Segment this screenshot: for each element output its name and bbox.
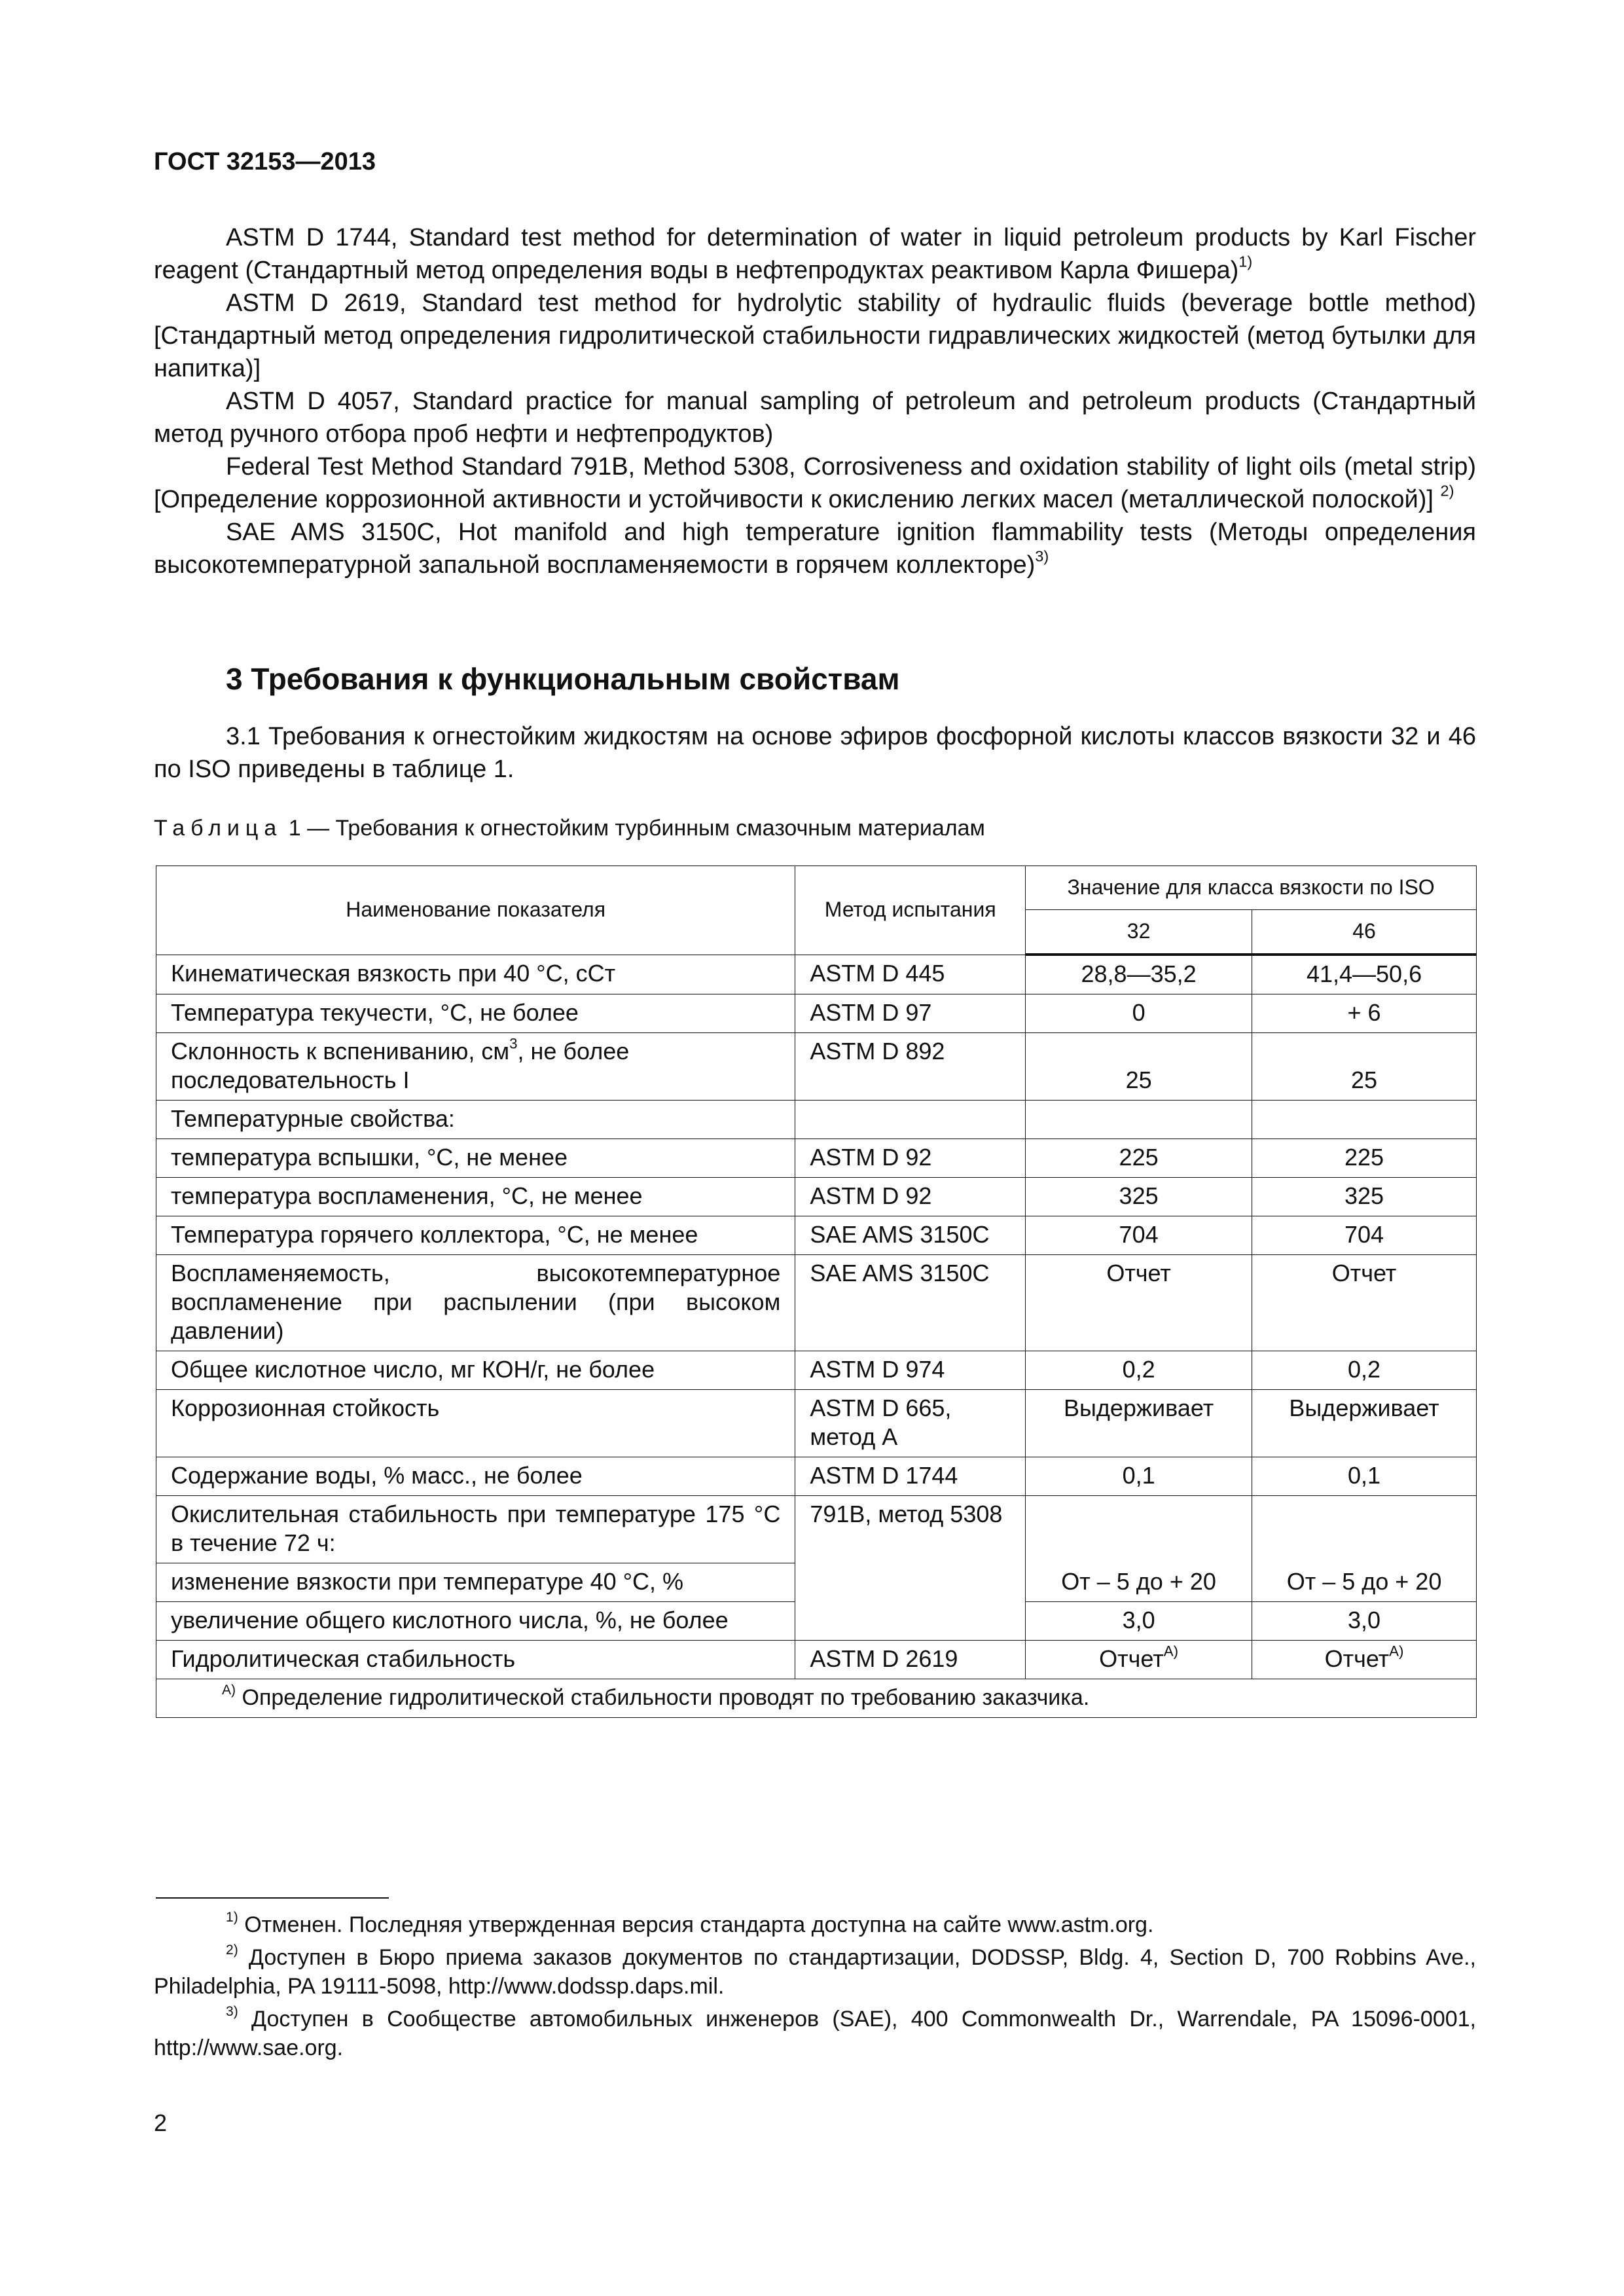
table-row bbox=[156, 1496, 1477, 1563]
header-name: Наименование показателя bbox=[156, 866, 795, 955]
cell-value-46: Отчет bbox=[1252, 1255, 1477, 1351]
cell-method: ASTM D 92 bbox=[795, 1178, 1026, 1216]
table-row bbox=[156, 1101, 1477, 1139]
footnote-item: $^{1)}$ Отменен. Последняя утвержденная версия стандарта доступна на сайте www.astm.org. bbox=[226, 1910, 1154, 1937]
reference-item: ASTM D 1744, Standard test method for determination of water in liquid petroleum products by Karl Fischer reagent (Стандартный метод определения воды в нефтепродуктах реактивом Карла Фишера)$^{1)}$ bbox=[154, 224, 1476, 284]
cell-value-46: 704 bbox=[1252, 1216, 1477, 1255]
cell-name: Температура горячего коллектора, °С, не менее bbox=[156, 1216, 795, 1255]
normative-references bbox=[154, 221, 1476, 581]
cell-value-32: 25 bbox=[1026, 1033, 1252, 1101]
reference-item: ASTM D 4057, Standard practice for manual sampling of petroleum and petroleum products (Стандартный метод ручного отбора проб нефти и нефтепродуктов) bbox=[154, 388, 1476, 448]
cell-value-46: + 6 bbox=[1252, 994, 1477, 1033]
cell-value-32: 325 bbox=[1026, 1178, 1252, 1216]
table-caption bbox=[154, 816, 985, 841]
cell-method: 791В, метод 5308 bbox=[795, 1496, 1026, 1641]
cell-value-32: От – 5 до + 20 bbox=[1026, 1563, 1252, 1602]
cell-value-46: 0,2 bbox=[1252, 1351, 1477, 1390]
table-row bbox=[156, 955, 1477, 994]
cell-value-32: 0 bbox=[1026, 994, 1252, 1033]
cell-value-46 bbox=[1252, 1101, 1477, 1139]
cell-value-32: 28,8—35,2 bbox=[1026, 955, 1252, 994]
table-row bbox=[156, 1139, 1477, 1178]
table-note-row bbox=[156, 1679, 1477, 1718]
cell-value-46: 25 bbox=[1252, 1033, 1477, 1101]
cell-value-46 bbox=[1252, 1496, 1477, 1563]
cell-value-46: От – 5 до + 20 bbox=[1252, 1563, 1477, 1602]
cell-value-32: 225 bbox=[1026, 1139, 1252, 1178]
table-row bbox=[156, 1216, 1477, 1255]
cell-name: Температурные свойства: bbox=[156, 1101, 795, 1139]
table-row bbox=[156, 1390, 1477, 1457]
cell-name: Температура текучести, °С, не более bbox=[156, 994, 795, 1033]
cell-method: ASTM D 445 bbox=[795, 955, 1026, 994]
cell-name: Воспламеняемость, высокотемпературное воспламенение при распылении (при высоком давлении) bbox=[156, 1255, 795, 1351]
cell-value-46: 41,4—50,6 bbox=[1252, 955, 1477, 994]
footnote-item: $^{2)}$ Доступен в Бюро приема заказов документов по стандартизации, DODSSP, Bldg. 4, Section D, 700 Robbins Ave., Philadelphia, PA 19111-5098, http://www.dodssp.daps.mil. bbox=[154, 1942, 1476, 1999]
cell-value-46: Отчет$^{А)}$ bbox=[1252, 1641, 1477, 1679]
cell-name: Содержание воды, % масс., не более bbox=[156, 1457, 795, 1496]
footnote-item: $^{3)}$ Доступен в Сообществе автомобильных инженеров (SAE), 400 Commonwealth Dr., Warrendale, PA 15096-0001, http://www.sae.org. bbox=[154, 2004, 1476, 2060]
table-note: $^{А)}$ Определение гидролитической стабильности проводят по требованию заказчика. bbox=[156, 1679, 1477, 1718]
cell-value-46: Выдерживает bbox=[1252, 1390, 1477, 1457]
cell-name: изменение вязкости при температуре 40 °С, % bbox=[156, 1563, 795, 1602]
cell-value-32 bbox=[1026, 1496, 1252, 1563]
cell-method: ASTM D 97 bbox=[795, 994, 1026, 1033]
table-row bbox=[156, 1178, 1477, 1216]
cell-method: SAE AMS 3150C bbox=[795, 1216, 1026, 1255]
cell-method: ASTM D 665, метод А bbox=[795, 1390, 1026, 1457]
reference-item: Federal Test Method Standard 791B, Method 5308, Corrosiveness and oxidation stability of light oils (metal strip) [Определение коррозионной активности и устойчивости к окислению легких масел (металлической полоской)] $^{2)}$ bbox=[154, 453, 1476, 513]
cell-name: Склонность к вспениванию, $см^3$, не более последовательность I bbox=[156, 1033, 795, 1101]
section-title: 3 Требования к функциональным свойствам bbox=[226, 662, 900, 696]
requirements-table bbox=[156, 866, 1477, 1718]
cell-method: ASTM D 2619 bbox=[795, 1641, 1026, 1679]
cell-value-46: 3,0 bbox=[1252, 1602, 1477, 1641]
header-class-32: 32 bbox=[1026, 910, 1252, 955]
cell-method: ASTM D 892 bbox=[795, 1033, 1026, 1101]
reference-item: ASTM D 2619, Standard test method for hydrolytic stability of hydraulic fluids (beverage bottle method) [Стандартный метод определения гидролитической стабильности гидравлических жидкостей (метод бутылки для напитка)] bbox=[154, 289, 1476, 382]
table-row bbox=[156, 1457, 1477, 1496]
cell-value-46: 0,1 bbox=[1252, 1457, 1477, 1496]
footnote-divider bbox=[156, 1897, 389, 1899]
cell-name: температура вспышки, °С, не менее bbox=[156, 1139, 795, 1178]
cell-value-32: 3,0 bbox=[1026, 1602, 1252, 1641]
footnotes bbox=[154, 1910, 1476, 2066]
cell-name: Кинематическая вязкость при 40 °С, сСт bbox=[156, 955, 795, 994]
reference-item: SAE AMS 3150C, Hot manifold and high temperature ignition flammability tests (Методы определения высокотемпературной запальной воспламеняемости в горячем коллекторе)$^{3)}$ bbox=[154, 519, 1476, 579]
header-class-46: 46 bbox=[1252, 910, 1477, 955]
cell-value-32: 0,2 bbox=[1026, 1351, 1252, 1390]
cell-method: ASTM D 1744 bbox=[795, 1457, 1026, 1496]
cell-method bbox=[795, 1101, 1026, 1139]
cell-method: SAE AMS 3150C bbox=[795, 1255, 1026, 1351]
cell-method: ASTM D 92 bbox=[795, 1139, 1026, 1178]
header-method: Метод испытания bbox=[795, 866, 1026, 955]
header-value-group: Значение для класса вязкости по ISO bbox=[1026, 866, 1477, 910]
cell-value-46: 225 bbox=[1252, 1139, 1477, 1178]
cell-value-32: Отчет bbox=[1026, 1255, 1252, 1351]
table-caption-text: 1 — Требования к огнестойким турбинным смазочным материалам bbox=[282, 816, 985, 841]
table-header-row bbox=[156, 866, 1477, 910]
document-header: ГОСТ 32153—2013 bbox=[154, 148, 376, 175]
section-paragraph: 3.1 Требования к огнестойким жидкостям на основе эфиров фосфорной кислоты классов вязкости 32 и 46 по ISO приведены в таблице 1. bbox=[154, 723, 1476, 783]
cell-method: ASTM D 974 bbox=[795, 1351, 1026, 1390]
table-row bbox=[156, 994, 1477, 1033]
table-row bbox=[156, 1641, 1477, 1679]
cell-name: увеличение общего кислотного числа, %, не более bbox=[156, 1602, 795, 1641]
table-caption-label: Таблица bbox=[154, 816, 283, 841]
cell-value-32 bbox=[1026, 1101, 1252, 1139]
table-row bbox=[156, 1351, 1477, 1390]
cell-value-46: 325 bbox=[1252, 1178, 1477, 1216]
cell-name: Гидролитическая стабильность bbox=[156, 1641, 795, 1679]
table-row bbox=[156, 1255, 1477, 1351]
cell-name: Коррозионная стойкость bbox=[156, 1390, 795, 1457]
cell-value-32: Выдерживает bbox=[1026, 1390, 1252, 1457]
cell-value-32: 0,1 bbox=[1026, 1457, 1252, 1496]
cell-name: температура воспламенения, °С, не менее bbox=[156, 1178, 795, 1216]
table-row bbox=[156, 1033, 1477, 1101]
cell-value-32: 704 bbox=[1026, 1216, 1252, 1255]
cell-name: Окислительная стабильность при температуре 175 °С в течение 72 ч: bbox=[156, 1496, 795, 1563]
cell-name: Общее кислотное число, мг КОН/г, не более bbox=[156, 1351, 795, 1390]
cell-value-32: Отчет$^{А)}$ bbox=[1026, 1641, 1252, 1679]
page-number: 2 bbox=[154, 2109, 168, 2136]
